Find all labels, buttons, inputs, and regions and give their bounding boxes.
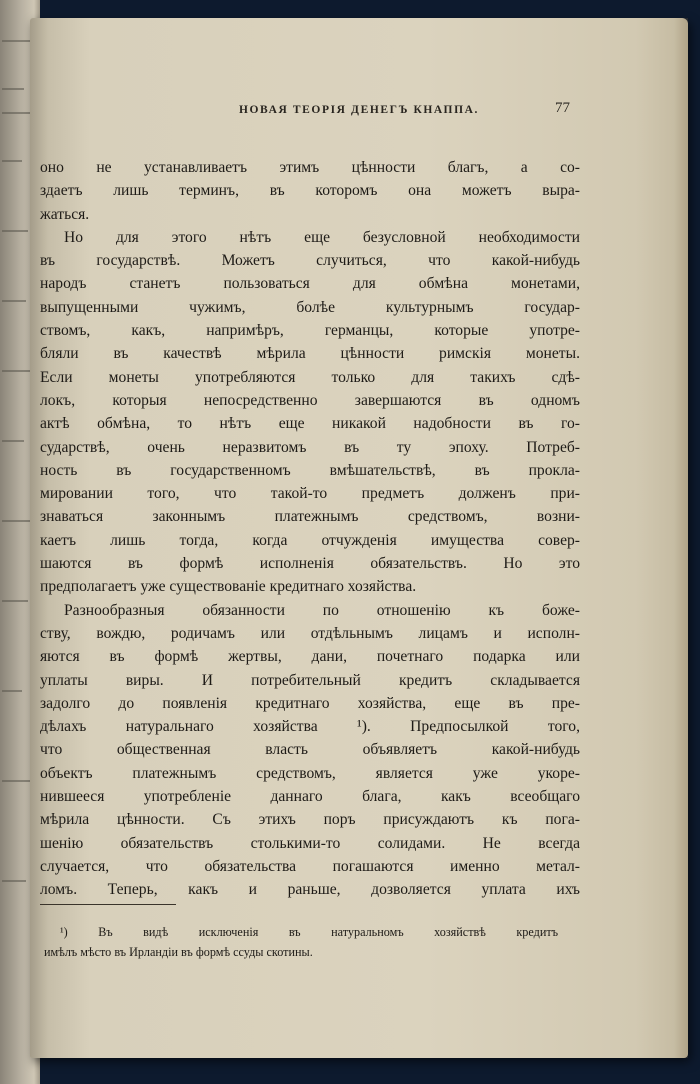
text-line: актѣ обмѣна, то нѣтъ еще никакой надобности въ го- bbox=[40, 415, 580, 433]
text-line: знаваться законнымъ платежнымъ средствомъ, возни- bbox=[40, 508, 580, 526]
body-text bbox=[40, 156, 580, 902]
text-line: ству, вождю, родичамъ или отдѣльнымъ лицамъ и исполн- bbox=[40, 624, 580, 642]
text-line: объектъ платежнымъ средствомъ, является уже укоре- bbox=[40, 764, 580, 782]
text-line: выпущенными чужимъ, болѣе культурнымъ государ- bbox=[40, 298, 580, 316]
text-line: Но для этого нѣтъ еще безусловной необходимости bbox=[64, 228, 580, 246]
running-head: НОВАЯ ТЕОРІЯ ДЕНЕГЪ КНАППА. bbox=[238, 104, 480, 116]
text-line: задолго до появленія кредитнаго хозяйства, еще въ пре- bbox=[40, 694, 580, 712]
text-line: каетъ лишь тогда, когда отчужденія имущества совер- bbox=[40, 531, 580, 549]
text-line: ность въ государственномъ вмѣшательствѣ, въ прокла- bbox=[40, 461, 580, 479]
text-line: бляли въ качествѣ мѣрила цѣнности римскія монеты. bbox=[40, 345, 580, 363]
text-line: уплаты виры. И потребительный кредитъ складывается bbox=[40, 671, 580, 689]
text-line: здаетъ лишь терминъ, въ которомъ она можетъ выра- bbox=[40, 182, 580, 200]
text-line: случается, что обязательства погашаются именно метал- bbox=[40, 857, 580, 875]
footnote-rule bbox=[40, 904, 176, 905]
text-line: ломъ. Теперь, какъ и раньше, дозволяется уплата ихъ bbox=[40, 881, 580, 899]
text-line: оно не устанавливаетъ этимъ цѣнности благъ, а со- bbox=[40, 159, 580, 176]
text-line: Если монеты употребляются только для такихъ сдѣ- bbox=[40, 368, 580, 386]
footnote-line: имѣлъ мѣсто въ Ирландіи въ формѣ ссуды скотины. bbox=[44, 945, 313, 959]
text-line: шенію обязательствъ столькими-то солидами. Не всегда bbox=[40, 834, 580, 852]
text-line: предполагаетъ уже существованіе кредитнаго хозяйства. bbox=[40, 578, 417, 596]
text-line: мировании того, что такой-то предметъ долженъ при- bbox=[40, 485, 580, 503]
text-line: дѣлахъ натуральнаго хозяйства ¹). Предпосылкой того, bbox=[40, 718, 580, 736]
footnote bbox=[44, 922, 558, 962]
text-line: жаться. bbox=[40, 205, 90, 223]
text-line: яются въ формѣ жертвы, дани, почетнаго подарка или bbox=[40, 648, 580, 666]
text-line: народъ станетъ пользоваться для обмѣна монетами, bbox=[40, 275, 580, 293]
text-line: въ государствѣ. Можетъ случиться, что какой-нибудь bbox=[40, 252, 580, 270]
text-line: сударствѣ, очень неразвитомъ въ ту эпоху. Потреб- bbox=[40, 438, 580, 456]
text-line: мѣрила цѣнности. Съ этихъ поръ присуждаютъ къ пога- bbox=[40, 811, 580, 829]
text-line: нившееся употребленіе даннаго блага, какъ всеобщаго bbox=[40, 788, 580, 806]
footnote-line: ¹) Въ видѣ исключенія въ натуральномъ хозяйствѣ кредитъ bbox=[60, 925, 558, 939]
text-line: локъ, которыя непосредственно завершаются въ одномъ bbox=[40, 391, 580, 409]
text-line: Разнообразныя обязанности по отношенію къ боже- bbox=[64, 601, 580, 619]
text-line: шаются въ формѣ исполненія обязательствъ. Но это bbox=[40, 555, 580, 573]
page-number: 77 bbox=[555, 100, 570, 116]
text-line: ствомъ, какъ, напримѣръ, германцы, которые употре- bbox=[40, 322, 580, 340]
text-line: что общественная власть объявляетъ какой-нибудь bbox=[40, 741, 580, 759]
book-page bbox=[30, 18, 688, 1058]
